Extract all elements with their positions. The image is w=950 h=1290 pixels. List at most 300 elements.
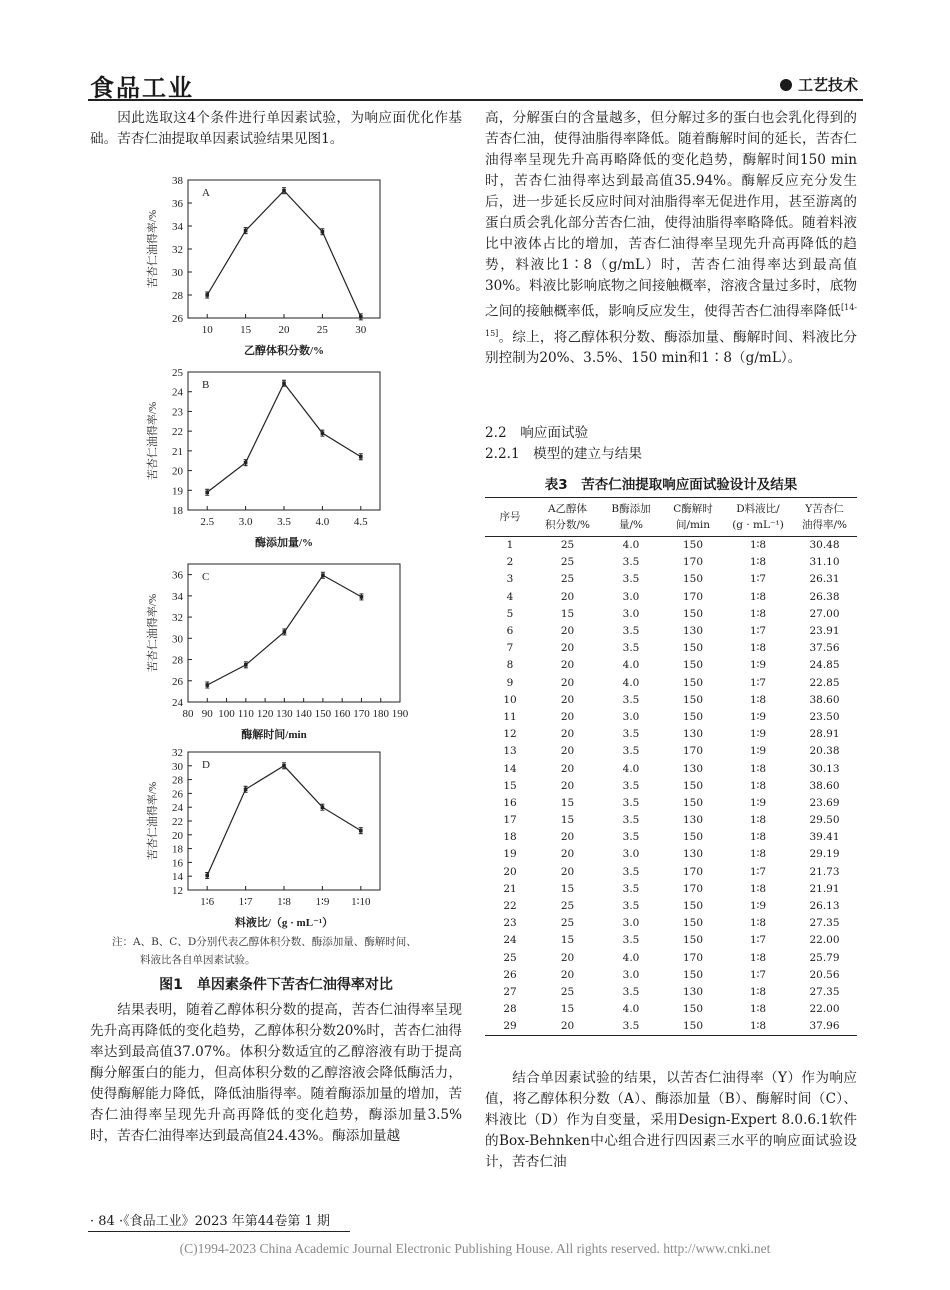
- y-tick-label: 24: [172, 802, 183, 815]
- table-cell: 1∶8: [749, 539, 767, 552]
- table-cell: 23.69: [809, 796, 840, 809]
- table-cell: 3: [506, 573, 514, 586]
- table-cell: 25: [560, 573, 575, 586]
- plot-frame: [188, 372, 380, 510]
- intro-text: 因此选取这4个条件进行单因素试验，为响应面优化作基础。苦杏仁油提取单因素试验结果见图1。: [90, 110, 462, 147]
- table-cell: 22: [503, 900, 517, 913]
- table-row: [485, 554, 857, 571]
- data-table-wrap: [485, 497, 857, 1036]
- table-cell: 25: [560, 985, 575, 998]
- panel-label: C: [202, 571, 210, 583]
- table-row: [485, 623, 857, 640]
- intro-paragraph: [90, 108, 462, 150]
- x-tick-label: 1∶10: [351, 896, 371, 908]
- table-cell: 3.5: [622, 693, 640, 706]
- citation: [14-15]: [485, 303, 857, 338]
- table-row: [485, 692, 857, 709]
- y-tick-label: 20: [172, 829, 183, 842]
- table-cell: 7: [506, 642, 514, 655]
- table-row: [485, 709, 857, 726]
- table-row: [485, 760, 857, 777]
- x-tick-label: 90: [201, 708, 213, 720]
- table-cell: 1∶8: [749, 762, 767, 775]
- series-line: [207, 383, 361, 492]
- header-a: A乙醇体 积分数/%: [535, 498, 600, 537]
- table-cell: 10: [503, 693, 517, 706]
- table-cell: 1∶8: [749, 848, 767, 861]
- table-cell: 20: [560, 968, 575, 981]
- table-cell: 18: [503, 831, 517, 844]
- table-cell: 37.56: [809, 642, 840, 655]
- table-cell: 22.00: [809, 1003, 840, 1016]
- copyright-notice: (C)1994-2023 China Academic Journal Electronic Publishing House. All rights reserved. http://www.cnki.net: [179, 1241, 771, 1256]
- table-row: [485, 829, 857, 846]
- table-cell: 20: [560, 779, 575, 792]
- y-tick-label: 30: [172, 267, 183, 279]
- x-tick-label: 1∶7: [238, 896, 253, 908]
- table-cell: 15: [560, 796, 575, 809]
- table-row: [485, 640, 857, 657]
- table-cell: 150: [682, 539, 704, 552]
- header-rule: [88, 99, 863, 101]
- figure-caption: 图1 单因素条件下苦杏仁油得率对比: [159, 977, 393, 993]
- table-cell: 20: [560, 951, 575, 964]
- table-cell: 22.00: [809, 934, 840, 947]
- table-cell: 150: [682, 659, 704, 672]
- table-cell: 23.50: [809, 710, 840, 723]
- chart-c-svg: [142, 554, 412, 744]
- table-cell: 20.38: [809, 745, 840, 758]
- table-cell: 1∶7: [749, 573, 767, 586]
- data-point: [282, 381, 286, 385]
- table-cell: 1∶8: [749, 831, 767, 844]
- x-tick-label: 10: [201, 324, 213, 336]
- x-tick-label: 25: [316, 324, 328, 336]
- y-tick-label: 26: [172, 675, 183, 688]
- table-cell: 38.60: [809, 779, 840, 792]
- x-tick-label: 80: [182, 708, 194, 720]
- figure-note-line1: 注：A、B、C、D分别代表乙醇体积分数、酶添加量、酶解时间、: [112, 936, 417, 948]
- table-cell: 3.5: [622, 796, 640, 809]
- right-text-body: 高，分解蛋白的含量越多，但分解过多的蛋白也会乳化得到的苦杏仁油，使得油脂得率降低。随着酶解时间的延长，苦杏仁油得率呈现先升高再略降低的变化趋势，酶解时间150 min时，苦杏仁油得率达到最高值35.94%。酶解反应充分发生后，进一步延长反应时间对油脂得率无促进作用，甚至游离的蛋白质会乳化部分苦杏仁油，使得油脂得率略降低。随着料液比中液体占比的增加，苦杏仁油得率呈现先升高再降低的趋势，料液比1∶8（g/mL）时，苦杏仁油得率达到最高值30%。料液比影响底物之间接触概率，溶液含量过多时，底物之间的接触概率低，影响反应发生，使得苦杏仁油得率降低: [485, 110, 857, 320]
- table-cell: 1∶7: [749, 625, 767, 638]
- table-cell: 1∶9: [749, 728, 767, 741]
- y-tick-label: 32: [172, 244, 183, 256]
- table-cell: 150: [682, 779, 704, 792]
- table-cell: 130: [682, 728, 704, 741]
- table-row: [485, 537, 857, 555]
- x-axis-label: 乙醇体积分数/%: [243, 345, 325, 357]
- table-cell: 4.0: [622, 676, 640, 689]
- table-cell: 1∶8: [749, 951, 767, 964]
- data-point: [205, 490, 209, 494]
- table-cell: 28.91: [809, 728, 840, 741]
- panel-label: D: [202, 759, 210, 771]
- y-tick-label: 36: [172, 198, 183, 210]
- table-cell: 3.0: [622, 710, 640, 723]
- y-tick-label: 28: [172, 774, 183, 787]
- table-cell: 23: [503, 917, 517, 930]
- table-cell: 5: [506, 607, 514, 620]
- y-tick-label: 26: [172, 313, 183, 325]
- table-cell: 39.41: [809, 831, 840, 844]
- table-cell: 27.00: [809, 607, 840, 620]
- table-cell: 16: [503, 796, 517, 809]
- table-cell: 1∶8: [749, 814, 767, 827]
- plot-frame: [188, 752, 380, 890]
- table-row: [485, 915, 857, 932]
- table-row: [485, 984, 857, 1001]
- y-tick-label: 32: [172, 747, 183, 759]
- y-tick-label: 36: [172, 569, 183, 582]
- table-cell: 4: [506, 590, 514, 603]
- y-tick-label: 22: [172, 816, 183, 828]
- table-cell: 4.0: [622, 539, 640, 552]
- table-cell: 3.5: [622, 934, 640, 947]
- table-cell: 9: [506, 676, 514, 689]
- right-paragraph: [485, 108, 857, 369]
- table-row: [485, 778, 857, 795]
- results-paragraph: [90, 1000, 462, 1147]
- x-tick-label: 1∶6: [200, 896, 215, 908]
- table-cell: 15: [560, 934, 575, 947]
- data-point: [282, 189, 286, 193]
- table-cell: 4.0: [622, 951, 640, 964]
- chart-b-svg: [142, 362, 392, 552]
- table-cell: 21: [503, 882, 517, 895]
- table-cell: 25: [560, 556, 575, 569]
- data-point: [359, 829, 363, 833]
- table-cell: 130: [682, 814, 704, 827]
- table-cell: 150: [682, 642, 704, 655]
- table-cell: 1∶7: [749, 934, 767, 947]
- table-cell: 30.48: [809, 539, 840, 552]
- y-axis-label: 苦杏仁油得率/%: [147, 781, 159, 861]
- series-line: [207, 766, 361, 876]
- panel-label: B: [202, 379, 210, 391]
- table-cell: 3.5: [622, 642, 640, 655]
- chart-d: [142, 742, 392, 932]
- panel-label: A: [202, 187, 210, 199]
- table-cell: 3.5: [600, 1018, 662, 1036]
- chart-c: [142, 554, 412, 744]
- header-c: C酶解时 间/min: [662, 498, 724, 537]
- table-row: [485, 932, 857, 949]
- table-cell: 20: [560, 745, 575, 758]
- y-tick-label: 18: [172, 843, 183, 856]
- table-title: 表3 苦杏仁油提取响应面试验设计及结果: [544, 477, 798, 493]
- table-row: [485, 881, 857, 898]
- section-heading-2-2: 2.2 响应面试验: [485, 425, 589, 441]
- table-cell: 1∶8: [749, 642, 767, 655]
- table-cell: 20: [560, 625, 575, 638]
- table-row: [485, 743, 857, 760]
- table-cell: 150: [682, 831, 704, 844]
- y-tick-label: 30: [172, 633, 183, 646]
- y-tick-label: 25: [172, 367, 183, 379]
- x-tick-label: 130: [276, 708, 293, 720]
- table-cell: 1∶7: [749, 676, 767, 689]
- table-cell: 4.0: [622, 659, 640, 672]
- table-cell: 1∶8: [749, 556, 767, 569]
- table-cell: 1∶8: [749, 607, 767, 620]
- x-axis-label: 酶解时间/min: [241, 729, 307, 741]
- x-tick-label: 180: [372, 708, 389, 720]
- table-cell: 3.5: [622, 814, 640, 827]
- table-cell: 26.38: [809, 590, 840, 603]
- table-cell: 3.5: [622, 625, 640, 638]
- table-cell: 3.0: [622, 917, 640, 930]
- table-cell: 1∶8: [749, 693, 767, 706]
- table-cell: 28: [503, 1003, 517, 1016]
- table-row: [485, 675, 857, 692]
- table-cell: 20: [560, 693, 575, 706]
- y-tick-label: 18: [172, 505, 183, 517]
- right-text-tail: 。综上，将乙醇体积分数、酶添加量、酶解时间、料液比分别控制为20%、3.5%、150 min和1∶8（g/mL）。: [485, 329, 857, 367]
- table-cell: 38.60: [809, 693, 840, 706]
- table-cell: 12: [503, 728, 517, 741]
- y-tick-label: 34: [172, 221, 183, 233]
- table-cell: 27.35: [809, 985, 840, 998]
- table-cell: 19: [503, 848, 517, 861]
- y-axis-label: 苦杏仁油得率/%: [147, 401, 159, 481]
- data-point: [321, 805, 325, 809]
- table-cell: 3.0: [622, 968, 640, 981]
- table-cell: 25.79: [809, 951, 840, 964]
- table-cell: 26.13: [809, 900, 840, 913]
- table-cell: 150: [682, 676, 704, 689]
- data-point: [244, 461, 248, 465]
- table-cell: 3.0: [622, 607, 640, 620]
- table-cell: 170: [682, 882, 704, 895]
- table-cell: 170: [682, 556, 704, 569]
- table-cell: 17: [503, 814, 517, 827]
- y-tick-label: 22: [172, 426, 183, 439]
- table-cell: 1∶9: [749, 710, 767, 723]
- chart-b: [142, 362, 392, 552]
- table-cell: 20: [560, 659, 575, 672]
- table-cell: 3.5: [622, 745, 640, 758]
- table-cell: 29: [485, 1018, 535, 1036]
- x-tick-label: 30: [355, 324, 367, 336]
- table-cell: 1∶7: [749, 865, 767, 878]
- table-cell: 1∶8: [749, 985, 767, 998]
- data-point: [321, 573, 325, 577]
- table-row: [485, 1001, 857, 1018]
- table-cell: 20: [560, 728, 575, 741]
- section-heading-2-2-1: 2.2.1 模型的建立与结果: [485, 446, 642, 462]
- table-cell: 20: [535, 1018, 600, 1036]
- header-no: 序号: [485, 498, 535, 537]
- table-cell: 20: [560, 762, 575, 775]
- data-point: [244, 663, 248, 667]
- table-cell: 130: [682, 985, 704, 998]
- table-cell: 150: [682, 693, 704, 706]
- header-b: B酶添加 量/%: [600, 498, 662, 537]
- table-cell: 1∶8: [749, 590, 767, 603]
- table-cell: 4.0: [622, 1003, 640, 1016]
- data-point: [321, 230, 325, 234]
- table-cell: 6: [506, 625, 514, 638]
- y-tick-label: 34: [172, 590, 183, 603]
- table-cell: 14: [503, 762, 517, 775]
- header-y: Y苦杏仁 油得率/%: [792, 498, 857, 537]
- table-cell: 3.0: [622, 590, 640, 603]
- table-cell: 13: [503, 745, 517, 758]
- data-point: [360, 595, 364, 599]
- table-row: [485, 606, 857, 623]
- table-cell: 20: [503, 865, 517, 878]
- results-text: 结果表明，随着乙醇体积分数的提高，苦杏仁油得率呈现先升高再降低的变化趋势，乙醇体积分数20%时，苦杏仁油得率达到最高值37.07%。体积分数适宜的乙醇溶液有助于提高酶分解蛋白的能力，但高体积分数的乙醇溶液会降低酶活力，使得酶解能力降低，降低油脂得率。随着酶添加量的增加，苦杏仁油得率呈现先升高再降低的变化趋势，酶添加量3.5%时，苦杏仁油得率达到最高值24.43%。酶添加量越: [90, 1002, 462, 1144]
- y-tick-label: 19: [172, 485, 183, 498]
- table-cell: 1∶8: [724, 1018, 792, 1036]
- data-table: [485, 498, 857, 1036]
- table-cell: 20: [560, 831, 575, 844]
- table-row: [485, 950, 857, 967]
- table-cell: 170: [682, 590, 704, 603]
- table-cell: 21.73: [809, 865, 840, 878]
- table-cell: 29.19: [809, 848, 840, 861]
- table-cell: 1∶9: [749, 900, 767, 913]
- data-point: [244, 787, 248, 791]
- table-cell: 15: [560, 882, 575, 895]
- figure-note-line2: 料液比各自单因素试验。: [140, 954, 256, 966]
- x-axis-label: 料液比/（g · mL⁻¹）: [234, 917, 334, 929]
- x-tick-label: 1∶9: [315, 896, 330, 908]
- table-cell: 150: [682, 1003, 704, 1016]
- table-cell: 1: [506, 539, 514, 552]
- series-line: [207, 191, 361, 317]
- table-cell: 22.85: [809, 676, 840, 689]
- table-cell: 150: [662, 1018, 724, 1036]
- data-point: [283, 630, 287, 634]
- table-cell: 26.31: [809, 573, 840, 586]
- table-cell: 37.96: [792, 1018, 857, 1036]
- table-row: [485, 812, 857, 829]
- y-axis-label: 苦杏仁油得率/%: [147, 209, 159, 289]
- y-tick-label: 14: [172, 871, 183, 884]
- y-tick-label: 26: [172, 788, 183, 801]
- table-row: [485, 898, 857, 915]
- bullet-dot-icon: [780, 79, 792, 91]
- table-cell: 15: [503, 779, 517, 792]
- table-cell: 1∶8: [749, 1003, 767, 1016]
- y-tick-label: 21: [172, 445, 183, 458]
- y-tick-label: 28: [172, 654, 183, 667]
- y-tick-label: 38: [172, 175, 183, 187]
- table-cell: 150: [682, 900, 704, 913]
- table-row: [485, 1018, 857, 1036]
- y-tick-label: 30: [172, 760, 183, 773]
- table-cell: 15: [560, 814, 575, 827]
- table-cell: 26: [503, 968, 517, 981]
- table-cell: 4.0: [622, 762, 640, 775]
- data-point: [282, 764, 286, 768]
- table-cell: 3.5: [622, 779, 640, 792]
- table-row: [485, 795, 857, 812]
- table-cell: 3.5: [622, 556, 640, 569]
- data-point: [359, 455, 363, 459]
- table-header-row: [485, 498, 857, 537]
- table-cell: 30.13: [809, 762, 840, 775]
- table-cell: 25: [560, 539, 575, 552]
- table-cell: 20.56: [809, 968, 840, 981]
- x-tick-label: 170: [353, 708, 370, 720]
- table-cell: 20: [560, 865, 575, 878]
- table-cell: 1∶9: [749, 745, 767, 758]
- table-cell: 3.5: [622, 831, 640, 844]
- x-tick-label: 160: [333, 708, 351, 720]
- table-cell: 150: [682, 934, 704, 947]
- data-point: [205, 874, 209, 878]
- x-tick-label: 3.5: [277, 516, 291, 528]
- table-cell: 15: [560, 1003, 575, 1016]
- table-cell: 1∶8: [749, 882, 767, 895]
- x-tick-label: 1∶8: [277, 896, 291, 908]
- table-cell: 2: [506, 556, 514, 569]
- table-row: [485, 589, 857, 606]
- x-tick-label: 140: [295, 708, 312, 720]
- table-cell: 1∶9: [749, 796, 767, 809]
- chart-d-svg: [142, 742, 392, 932]
- table-cell: 150: [682, 796, 704, 809]
- table-cell: 15: [560, 607, 575, 620]
- table-cell: 25: [503, 951, 517, 964]
- x-tick-label: 190: [391, 708, 409, 720]
- x-tick-label: 150: [314, 708, 332, 720]
- y-axis-label: 苦杏仁油得率/%: [147, 593, 159, 673]
- data-point: [205, 683, 209, 687]
- table-cell: 3.0: [622, 848, 640, 861]
- table-cell: 150: [682, 573, 704, 586]
- closing-text: 结合单因素试验的结果，以苦杏仁油得率（Y）作为响应值，将乙醇体积分数（A）、酶添加量（B）、酶解时间（C）、料液比（D）作为自变量，采用Design-Expert 8.0.6.1软件的Box-Behnken中心组合进行四因素三水平的响应面试验设计，苦杏仁油: [485, 1070, 857, 1170]
- table-cell: 170: [682, 865, 704, 878]
- table-cell: 3.5: [622, 865, 640, 878]
- x-axis-label: 酶添加量/%: [254, 537, 314, 549]
- heading-2-2: [485, 423, 857, 465]
- table-cell: 8: [506, 659, 514, 672]
- y-tick-label: 28: [172, 290, 183, 302]
- table-row: [485, 657, 857, 674]
- data-point: [359, 315, 363, 319]
- y-tick-label: 23: [172, 406, 183, 419]
- table-cell: 150: [682, 917, 704, 930]
- plot-frame: [188, 564, 400, 702]
- section-label: 工艺技术: [797, 76, 858, 94]
- table-cell: 170: [682, 745, 704, 758]
- y-tick-label: 12: [172, 885, 183, 897]
- x-tick-label: 120: [256, 708, 274, 720]
- y-tick-label: 24: [172, 386, 183, 399]
- table-row: [485, 726, 857, 743]
- page-footer: · 84 ·《食品工业》2023 年第44卷第 1 期: [90, 1214, 330, 1229]
- table-cell: 27.35: [809, 917, 840, 930]
- closing-paragraph: [485, 1068, 857, 1173]
- header-d: D料液比/ (g · mL⁻¹): [724, 498, 792, 537]
- y-tick-label: 32: [172, 612, 183, 625]
- x-tick-label: 15: [240, 324, 252, 336]
- table-cell: 1∶8: [749, 917, 767, 930]
- table-cell: 25: [560, 900, 575, 913]
- table-cell: 3.5: [622, 985, 640, 998]
- table-cell: 20: [560, 642, 575, 655]
- table-body: [485, 537, 857, 1036]
- table-cell: 3.5: [622, 573, 640, 586]
- table-row: [485, 864, 857, 881]
- chart-a: [142, 170, 392, 360]
- table-row: [485, 846, 857, 863]
- table-cell: 130: [682, 848, 704, 861]
